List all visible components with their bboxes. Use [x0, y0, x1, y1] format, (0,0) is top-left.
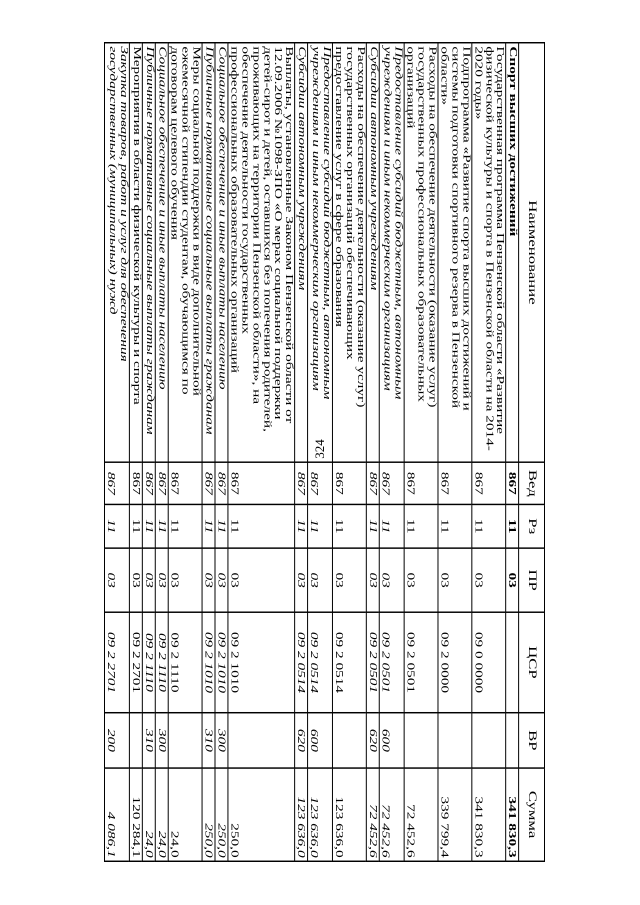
row-name: Социальное обеспечение и иные выплаты населению — [155, 43, 168, 462]
table-row — [215, 43, 228, 862]
cell-sum: 72 452,6 — [379, 768, 404, 861]
cell-vr: 300 — [215, 713, 228, 768]
cell-sum: 24,0 — [155, 768, 168, 861]
row-name: Субсидии автономным учреждениям — [366, 43, 379, 462]
column-header: ЦСР — [519, 612, 545, 712]
table-row — [228, 43, 295, 862]
row-name: Меры социальной поддержки в виде дополнительной ежемесячной стипендии студентам, обучающимся по договорам целевого обучения — [168, 43, 202, 462]
cell-pr: 03 — [295, 548, 308, 612]
cell-pr: 03 — [155, 548, 168, 612]
row-name: Подпрограмма «Развитие спорта высших достижений и системы подготовки спортивного резерва в Пензенской области» — [438, 43, 472, 462]
table-row — [379, 43, 404, 862]
cell-pr: 03 — [438, 548, 472, 612]
cell-csr — [506, 612, 519, 712]
cell-rz: 11 — [295, 504, 308, 548]
cell-sum: 72 452,6 — [366, 768, 379, 861]
budget-table — [104, 42, 545, 862]
cell-ved: 867 — [129, 462, 142, 504]
cell-sum: 339 799,4 — [438, 768, 472, 861]
page-number-text: 324 — [312, 439, 327, 459]
cell-sum: 4 086,1 — [104, 768, 129, 861]
cell-csr: 09 0 0000 — [472, 612, 506, 712]
table-row — [104, 43, 129, 862]
cell-pr: 03 — [404, 548, 438, 612]
cell-rz: 11 — [228, 504, 295, 548]
row-name: Публичные нормативные социальные выплаты гражданам — [202, 43, 215, 462]
cell-sum: 24,0 — [142, 768, 155, 861]
cell-ved: 867 — [142, 462, 155, 504]
table-row — [168, 43, 202, 862]
cell-pr: 03 — [379, 548, 404, 612]
cell-csr: 09 2 2701 — [104, 612, 129, 712]
cell-ved: 867 — [155, 462, 168, 504]
budget-table-body — [104, 43, 544, 862]
cell-csr: 09 2 0501 — [379, 612, 404, 712]
cell-vr — [472, 713, 506, 768]
column-header: Рз — [519, 504, 545, 548]
row-name: Мероприятия в области физической культуры и спорта — [129, 43, 142, 462]
table-row — [438, 43, 472, 862]
table-row — [308, 43, 333, 862]
column-header: ВР — [519, 713, 545, 768]
table-row — [332, 43, 366, 862]
row-name: Социальное обеспечение и иные выплаты населению — [215, 43, 228, 462]
cell-rz: 11 — [379, 504, 404, 548]
cell-csr: 09 2 1110 — [142, 612, 155, 712]
cell-vr — [404, 713, 438, 768]
cell-vr — [129, 713, 142, 768]
cell-sum: 250,0 — [202, 768, 215, 861]
cell-ved: 867 — [215, 462, 228, 504]
column-header: Наименование — [519, 43, 545, 462]
cell-pr: 03 — [129, 548, 142, 612]
cell-ved: 867 — [472, 462, 506, 504]
cell-rz: 11 — [506, 504, 519, 548]
cell-csr: 09 2 0501 — [366, 612, 379, 712]
row-name: Публичные нормативные социальные выплаты гражданам — [142, 43, 155, 462]
cell-rz: 11 — [155, 504, 168, 548]
cell-pr: 03 — [215, 548, 228, 612]
cell-csr: 09 2 1110 — [155, 612, 168, 712]
cell-pr: 03 — [366, 548, 379, 612]
cell-vr — [332, 713, 366, 768]
cell-sum: 72 452,6 — [404, 768, 438, 861]
cell-rz: 11 — [404, 504, 438, 548]
cell-ved: 867 — [228, 462, 295, 504]
cell-pr: 03 — [202, 548, 215, 612]
cell-vr: 310 — [202, 713, 215, 768]
table-header-row — [519, 43, 545, 862]
cell-pr: 03 — [472, 548, 506, 612]
table-row — [404, 43, 438, 862]
cell-vr: 620 — [366, 713, 379, 768]
cell-sum: 250,0 — [228, 768, 295, 861]
cell-ved: 867 — [308, 462, 333, 504]
cell-rz: 11 — [308, 504, 333, 548]
cell-ved: 867 — [295, 462, 308, 504]
cell-ved: 867 — [168, 462, 202, 504]
cell-vr: 600 — [308, 713, 333, 768]
cell-ved: 867 — [366, 462, 379, 504]
cell-vr — [168, 713, 202, 768]
table-row — [295, 43, 308, 862]
row-name: Предоставление субсидий бюджетным, автономным учреждениям и иным некоммерческим организациям — [379, 43, 404, 462]
cell-sum: 24,0 — [168, 768, 202, 861]
cell-vr — [438, 713, 472, 768]
cell-pr: 03 — [308, 548, 333, 612]
cell-rz: 11 — [202, 504, 215, 548]
cell-ved: 867 — [404, 462, 438, 504]
row-name: Спорт высших достижений — [506, 43, 519, 462]
cell-pr: 03 — [168, 548, 202, 612]
cell-sum: 341 830,3 — [506, 768, 519, 861]
cell-rz: 11 — [142, 504, 155, 548]
cell-rz: 11 — [472, 504, 506, 548]
cell-sum: 123 636,0 — [308, 768, 333, 861]
budget-table-rotated — [104, 42, 545, 862]
cell-csr: 09 2 0514 — [308, 612, 333, 712]
cell-rz: 11 — [438, 504, 472, 548]
cell-csr: 09 2 1110 — [168, 612, 202, 712]
table-row — [142, 43, 155, 862]
cell-csr: 09 2 0501 — [404, 612, 438, 712]
cell-ved: 867 — [379, 462, 404, 504]
table-row — [155, 43, 168, 862]
cell-rz: 11 — [332, 504, 366, 548]
cell-csr: 09 2 0000 — [438, 612, 472, 712]
row-name: Субсидии автономным учреждениям — [295, 43, 308, 462]
cell-rz: 11 — [168, 504, 202, 548]
cell-csr: 09 2 0514 — [295, 612, 308, 712]
cell-csr: 09 2 1010 — [215, 612, 228, 712]
cell-pr: 03 — [228, 548, 295, 612]
row-name: Выплаты, установленные Законом Пензенской области от 12.09.2006 №1098-ЗПО «О мерах социальной поддержки детей-сирот и детей, оставшихся без попечения родителей, проживающих на территории Пензенской области», на обеспечение деятельности государственных профессиональных образовательных организаций — [228, 43, 295, 462]
column-header: ПР — [519, 548, 545, 612]
cell-ved: 867 — [202, 462, 215, 504]
cell-vr: 620 — [295, 713, 308, 768]
cell-pr: 03 — [142, 548, 155, 612]
cell-rz: 11 — [104, 504, 129, 548]
column-header: Сумма — [519, 768, 545, 861]
cell-sum: 250,0 — [215, 768, 228, 861]
cell-csr: 09 2 2701 — [129, 612, 142, 712]
row-name: Расходы на обеспечение деятельности (оказание услуг) государственных профессиональных образовательных организаций — [404, 43, 438, 462]
cell-ved: 867 — [438, 462, 472, 504]
cell-ved: 867 — [104, 462, 129, 504]
table-row — [129, 43, 142, 862]
cell-sum: 341 830,3 — [472, 768, 506, 861]
column-header: Вед — [519, 462, 545, 504]
table-row — [202, 43, 215, 862]
cell-ved: 867 — [332, 462, 366, 504]
cell-vr — [506, 713, 519, 768]
cell-rz: 11 — [215, 504, 228, 548]
cell-rz: 11 — [129, 504, 142, 548]
cell-vr: 200 — [104, 713, 129, 768]
table-row — [506, 43, 519, 862]
cell-csr: 09 2 1010 — [228, 612, 295, 712]
cell-vr: 600 — [379, 713, 404, 768]
cell-csr: 09 2 0514 — [332, 612, 366, 712]
table-row — [366, 43, 379, 862]
cell-vr — [228, 713, 295, 768]
cell-pr: 03 — [104, 548, 129, 612]
cell-csr: 09 2 1010 — [202, 612, 215, 712]
row-name: Закупка товаров, работ и услуг для обеспечения государственных (муниципальных) нужд — [104, 43, 129, 462]
cell-sum: 123 636,0 — [295, 768, 308, 861]
row-name: Расходы на обеспечение деятельности (оказание услуг) государственных организаций обеспечивающих предоставление услуг в сфере образования — [332, 43, 366, 462]
cell-ved: 867 — [506, 462, 519, 504]
table-row — [472, 43, 506, 862]
row-name: Государственная программа Пензенской области «Развитие физической культуры и спорта в Пензенской области на 2014-2020 годы» — [472, 43, 506, 462]
cell-pr: 03 — [332, 548, 366, 612]
cell-sum: 123 636,0 — [332, 768, 366, 861]
row-name: Предоставление субсидий бюджетным, автономным учреждениям и иным некоммерческим организациям — [308, 43, 333, 462]
cell-vr: 310 — [142, 713, 155, 768]
cell-vr: 300 — [155, 713, 168, 768]
cell-rz: 11 — [366, 504, 379, 548]
cell-pr: 03 — [506, 548, 519, 612]
cell-sum: 120 284,1 — [129, 768, 142, 861]
